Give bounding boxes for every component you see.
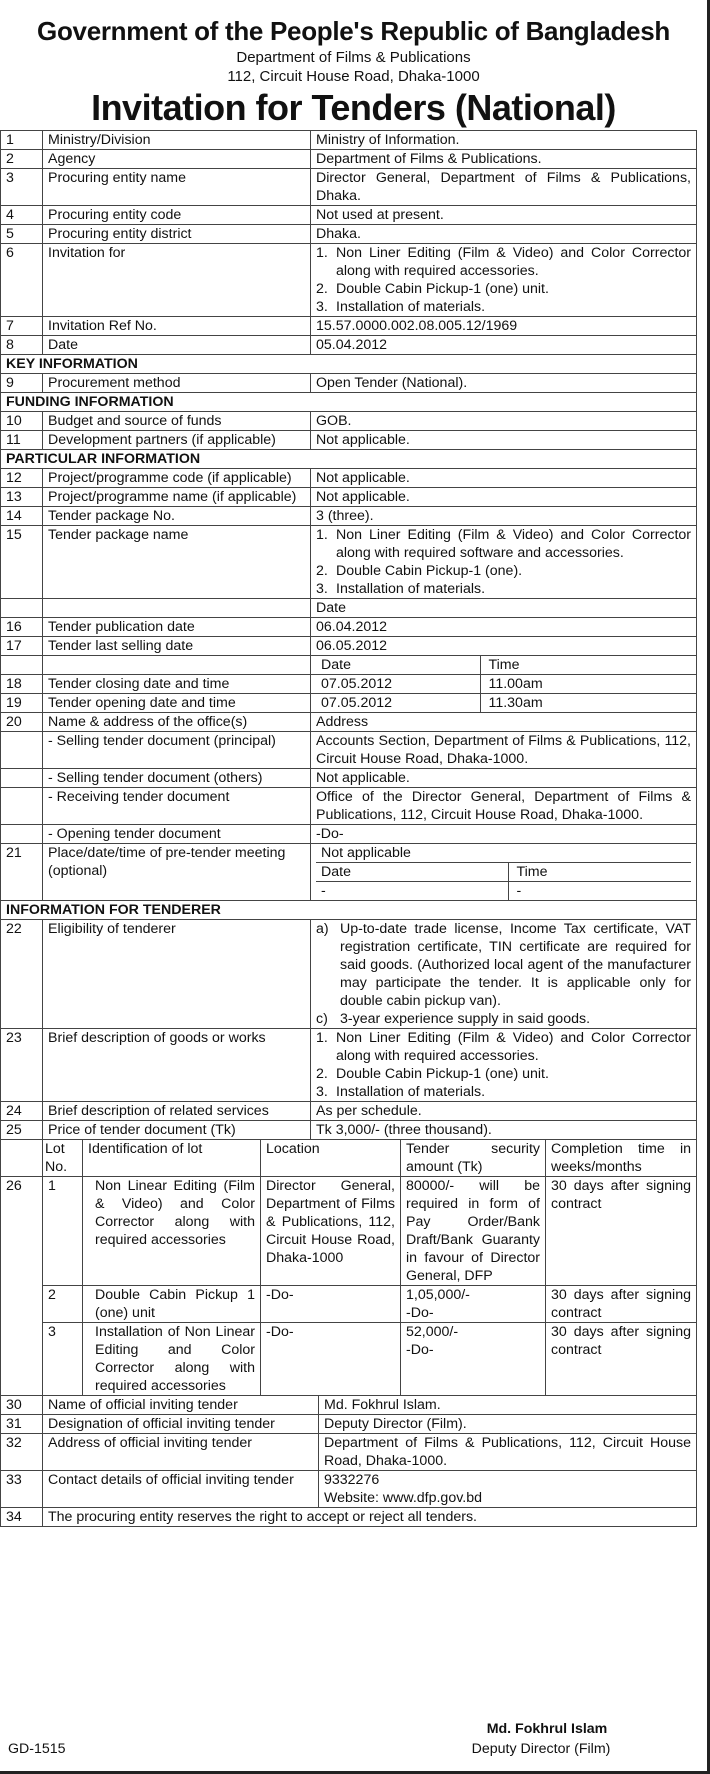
list-item	[316, 1083, 691, 1101]
row-value: Not applicable.	[311, 469, 697, 488]
eligibility-list	[316, 920, 691, 1028]
table-row	[1, 469, 697, 488]
list-item	[316, 920, 691, 1010]
meeting-date: -	[316, 882, 508, 901]
goods-description-list	[316, 1029, 691, 1101]
notice-header	[0, 0, 707, 130]
table-row	[1, 374, 697, 393]
invitation-items-list	[316, 244, 691, 316]
row-number: 23	[1, 1029, 43, 1102]
gd-code: GD-1515	[8, 1741, 66, 1757]
table-row	[1, 1121, 697, 1140]
list-item-text: Installation of materials.	[336, 581, 486, 597]
row-label: Price of tender document (Tk)	[43, 1121, 311, 1140]
row-value	[311, 244, 697, 317]
table-row	[1, 507, 697, 526]
row-label: Project/programme code (if applicable)	[43, 469, 311, 488]
table-row	[1, 1396, 697, 1415]
table-row	[1, 1102, 697, 1121]
time-column-header: Time	[508, 863, 691, 882]
row-value: Department of Films & Publications, 112, Circuit House Road, Dhaka-1000.	[319, 1434, 697, 1471]
row-value: Not applicable.	[311, 488, 697, 507]
row-number: 18	[1, 675, 43, 694]
lots-table	[0, 1140, 697, 1396]
list-item-text: Non Liner Editing (Film & Video) and Color Corrector along with required accessories.	[336, 245, 691, 279]
row-number: 21	[1, 844, 43, 901]
row-number: 22	[1, 920, 43, 1029]
lot-number: 1	[43, 1177, 83, 1286]
row-number: 33	[1, 1471, 43, 1508]
list-marker: 3.	[316, 1084, 328, 1100]
row-number: 4	[1, 206, 43, 225]
row-value: Dhaka.	[311, 225, 697, 244]
table-row	[1, 1029, 697, 1102]
row-value: Tk 3,000/- (three thousand).	[311, 1121, 697, 1140]
list-item	[316, 526, 691, 562]
meeting-time: -	[516, 883, 522, 899]
lot-row	[1, 1286, 697, 1323]
row-number: 34	[1, 1508, 43, 1527]
row-number: 30	[1, 1396, 43, 1415]
table-row	[1, 1434, 697, 1471]
row-number: 19	[1, 694, 43, 713]
table-row	[1, 825, 697, 844]
contact-phone: 9332276	[324, 1472, 380, 1488]
lot-row	[1, 1177, 697, 1286]
closing-date: 07.05.2012	[316, 675, 480, 693]
row-label: Procuring entity code	[43, 206, 311, 225]
row-label: Procurement method	[43, 374, 311, 393]
section-heading: INFORMATION FOR TENDERER	[1, 901, 697, 920]
row-label: Date	[43, 336, 311, 355]
tender-details-table	[0, 130, 697, 1140]
table-row	[1, 1508, 697, 1527]
list-item	[316, 1065, 691, 1083]
section-heading: KEY INFORMATION	[1, 355, 697, 374]
identification-header: Identification of lot	[83, 1140, 261, 1177]
row-value: Not used at present.	[311, 206, 697, 225]
list-item	[316, 244, 691, 280]
table-row	[1, 1471, 697, 1508]
lot-identification: Non Linear Editing (Film & Video) and Color Corrector along with required accessories	[83, 1177, 261, 1286]
list-marker: 1.	[316, 1030, 328, 1046]
list-item-text: Non Liner Editing (Film & Video) and Color Corrector along with required accessories.	[336, 1030, 691, 1064]
list-item-text: Non Liner Editing (Film & Video) and Color Corrector along with required software and accessories.	[336, 527, 691, 561]
table-row	[1, 336, 697, 355]
location-header: Location	[261, 1140, 401, 1177]
row-number: 1	[1, 131, 43, 150]
lot-no-header: Lot No.	[43, 1140, 83, 1177]
list-item	[316, 562, 691, 580]
lots-header-row	[1, 1140, 697, 1177]
row-number: 3	[1, 169, 43, 206]
row-label: Agency	[43, 150, 311, 169]
row-number: 6	[1, 244, 43, 317]
date-column-header: Date	[316, 656, 480, 674]
row-label: Designation of official inviting tender	[43, 1415, 319, 1434]
row-value: Office of the Director General, Department of Films & Publications, 112, Circuit House Road, Dhaka-1000.	[311, 788, 697, 825]
row-number: 9	[1, 374, 43, 393]
section-heading-row	[1, 450, 697, 469]
list-item	[316, 1029, 691, 1065]
lot-location: -Do-	[261, 1286, 401, 1323]
row-number: 7	[1, 317, 43, 336]
table-row	[1, 412, 697, 431]
list-item-text: Double Cabin Pickup-1 (one) unit.	[336, 281, 549, 297]
row-value: Md. Fokhrul Islam.	[319, 1396, 697, 1415]
table-row	[1, 675, 697, 694]
table-row	[1, 920, 697, 1029]
row-label: Name & address of the office(s)	[43, 713, 311, 732]
row-number: 24	[1, 1102, 43, 1121]
opening-date: 07.05.2012	[316, 694, 480, 712]
table-row	[1, 488, 697, 507]
row-number: 16	[1, 618, 43, 637]
row-number: 13	[1, 488, 43, 507]
table-row	[1, 150, 697, 169]
table-row	[1, 599, 697, 618]
row-label: Brief description of related services	[43, 1102, 311, 1121]
list-item-text: 3-year experience supply in said goods.	[340, 1011, 591, 1027]
section-heading: PARTICULAR INFORMATION	[1, 450, 697, 469]
row-number: 15	[1, 526, 43, 599]
row-value	[311, 920, 697, 1029]
government-title: Government of the People's Republic of Bangladesh	[37, 16, 670, 46]
row-label: - Opening tender document	[43, 825, 311, 844]
row-number: 14	[1, 507, 43, 526]
signatory-name: Md. Fokhrul Islam	[486, 1721, 608, 1737]
row-label: Address of official inviting tender	[43, 1434, 319, 1471]
section-heading-row	[1, 901, 697, 920]
row-label: Procuring entity district	[43, 225, 311, 244]
official-details-table	[0, 1396, 697, 1527]
row-label: Budget and source of funds	[43, 412, 311, 431]
opening-time: 11.30am	[488, 695, 543, 711]
notice-title: Invitation for Tenders (National)	[91, 87, 616, 128]
row-label: Brief description of goods or works	[43, 1029, 311, 1102]
table-row	[1, 1415, 697, 1434]
row-value: GOB.	[311, 412, 697, 431]
list-marker: c)	[316, 1011, 328, 1027]
row-value	[311, 526, 697, 599]
table-row	[1, 618, 697, 637]
row-label: Tender package name	[43, 526, 311, 599]
date-column-header: Date	[316, 863, 508, 882]
lot-security-note: -Do-	[406, 1342, 434, 1358]
row-label: Name of official inviting tender	[43, 1396, 319, 1415]
row-number: 12	[1, 469, 43, 488]
row-number: 32	[1, 1434, 43, 1471]
row-number: 26	[1, 1177, 43, 1286]
list-marker: 3.	[316, 299, 328, 315]
row-label: Procuring entity name	[43, 169, 311, 206]
table-row	[1, 732, 697, 769]
row-number: 10	[1, 412, 43, 431]
table-row	[1, 431, 697, 450]
table-row	[1, 694, 697, 713]
table-row	[1, 637, 697, 656]
list-item-text: Installation of materials.	[336, 299, 486, 315]
row-value: Director General, Department of Films & Publications, Dhaka.	[311, 169, 697, 206]
row-number: 2	[1, 150, 43, 169]
list-item	[316, 580, 691, 598]
lot-completion: 30 days after signing contract	[546, 1177, 697, 1286]
package-items-list	[316, 526, 691, 598]
section-heading: FUNDING INFORMATION	[1, 393, 697, 412]
department-name: Department of Films & Publications	[236, 49, 471, 66]
row-number: 25	[1, 1121, 43, 1140]
table-row	[1, 131, 697, 150]
table-row	[1, 788, 697, 825]
table-row	[1, 225, 697, 244]
lot-security: 1,05,000/-	[406, 1287, 470, 1303]
row-label: Tender closing date and time	[43, 675, 311, 694]
row-value: Address	[311, 713, 697, 732]
section-heading-row	[1, 355, 697, 374]
date-column-header: Date	[311, 599, 697, 618]
lot-completion: 30 days after signing contract	[546, 1323, 697, 1396]
lot-number: 2	[43, 1286, 83, 1323]
list-marker: 2.	[316, 1066, 328, 1082]
row-value: Accounts Section, Department of Films & Publications, 112, Circuit House Road, Dhaka-1000.	[311, 732, 697, 769]
completion-header: Completion time in weeks/months	[546, 1140, 697, 1177]
time-column-header: Time	[488, 657, 520, 673]
row-label: Tender publication date	[43, 618, 311, 637]
row-label: Tender opening date and time	[43, 694, 311, 713]
row-label: Place/date/time of pre-tender meeting (optional)	[43, 844, 311, 901]
list-item	[316, 298, 691, 316]
list-marker: 1.	[316, 527, 328, 543]
list-item-text: Up-to-date trade license, Income Tax certificate, VAT registration certificate, TIN certificate are required for said goods. (Authorized local agent of the manufacturer may participate the tender. It is applicable only for double cabin pickup van).	[340, 921, 691, 1009]
list-marker: a)	[316, 921, 329, 937]
row-label: Invitation for	[43, 244, 311, 317]
row-value: Not applicable.	[311, 431, 697, 450]
row-number: 11	[1, 431, 43, 450]
department-address: 112, Circuit House Road, Dhaka-1000	[227, 68, 480, 85]
row-value: Not applicable	[316, 844, 691, 863]
row-label: Contact details of official inviting tender	[43, 1471, 319, 1508]
row-label: Invitation Ref No.	[43, 317, 311, 336]
row-label: Eligibility of tenderer	[43, 920, 311, 1029]
signatory-designation: Deputy Director (Film)	[471, 1741, 611, 1757]
row-number: 5	[1, 225, 43, 244]
list-item-text: Double Cabin Pickup-1 (one).	[336, 563, 523, 579]
table-row	[1, 169, 697, 206]
closing-time: 11.00am	[488, 676, 543, 692]
list-marker: 2.	[316, 281, 328, 297]
lot-security-note: -Do-	[406, 1305, 434, 1321]
row-value: As per schedule.	[311, 1102, 697, 1121]
lot-security: 80000/- will be required in form of Pay Order/Bank Draft/Bank Guaranty in favour of Director General, DFP	[401, 1177, 546, 1286]
row-value	[311, 1029, 697, 1102]
security-header: Tender security amount (Tk)	[401, 1140, 546, 1177]
lot-location: Director General, Department of Films & Publications, 112, Circuit House Road, Dhaka-1000	[261, 1177, 401, 1286]
lot-security: 52,000/-	[406, 1324, 459, 1340]
row-number: 17	[1, 637, 43, 656]
row-value: Deputy Director (Film).	[319, 1415, 697, 1434]
lot-number: 3	[43, 1323, 83, 1396]
table-row	[1, 206, 697, 225]
lot-row	[1, 1323, 697, 1396]
table-row	[1, 769, 697, 788]
row-label: - Selling tender document (others)	[43, 769, 311, 788]
list-item	[316, 1010, 691, 1028]
row-value: 3 (three).	[311, 507, 697, 526]
table-row	[1, 317, 697, 336]
row-label: Tender package No.	[43, 507, 311, 526]
row-label: - Receiving tender document	[43, 788, 311, 825]
lot-identification: Double Cabin Pickup 1 (one) unit	[83, 1286, 261, 1323]
table-row	[1, 844, 697, 901]
row-value: -Do-	[311, 825, 697, 844]
list-marker: 3.	[316, 581, 328, 597]
table-row	[1, 244, 697, 317]
row-value: 06.05.2012	[311, 637, 697, 656]
row-label: - Selling tender document (principal)	[43, 732, 311, 769]
row-label: Project/programme name (if applicable)	[43, 488, 311, 507]
row-label: Ministry/Division	[43, 131, 311, 150]
row-number: 20	[1, 713, 43, 732]
table-row	[1, 713, 697, 732]
list-item-text: Installation of materials.	[336, 1084, 486, 1100]
row-label: Development partners (if applicable)	[43, 431, 311, 450]
list-marker: 2.	[316, 563, 328, 579]
list-marker: 1.	[316, 245, 328, 261]
contact-website: Website: www.dfp.gov.bd	[324, 1490, 482, 1506]
row-value: Not applicable.	[311, 769, 697, 788]
lot-completion: 30 days after signing contract	[546, 1286, 697, 1323]
row-value: 15.57.0000.002.08.005.12/1969	[311, 317, 697, 336]
list-item-text: Double Cabin Pickup-1 (one) unit.	[336, 1066, 549, 1082]
row-label: Tender last selling date	[43, 637, 311, 656]
row-value: The procuring entity reserves the right to accept or reject all tenders.	[43, 1508, 697, 1527]
row-value: 06.04.2012	[311, 618, 697, 637]
lot-identification: Installation of Non Linear Editing and Color Corrector along with required accessories	[83, 1323, 261, 1396]
lot-location: -Do-	[261, 1323, 401, 1396]
row-value: Department of Films & Publications.	[311, 150, 697, 169]
row-value: Ministry of Information.	[311, 131, 697, 150]
row-number: 31	[1, 1415, 43, 1434]
table-row	[1, 656, 697, 675]
row-value: 05.04.2012	[311, 336, 697, 355]
table-row	[1, 526, 697, 599]
row-value: Open Tender (National).	[311, 374, 697, 393]
row-number: 8	[1, 336, 43, 355]
section-heading-row	[1, 393, 697, 412]
list-item	[316, 280, 691, 298]
notice-footer	[0, 1720, 697, 1770]
